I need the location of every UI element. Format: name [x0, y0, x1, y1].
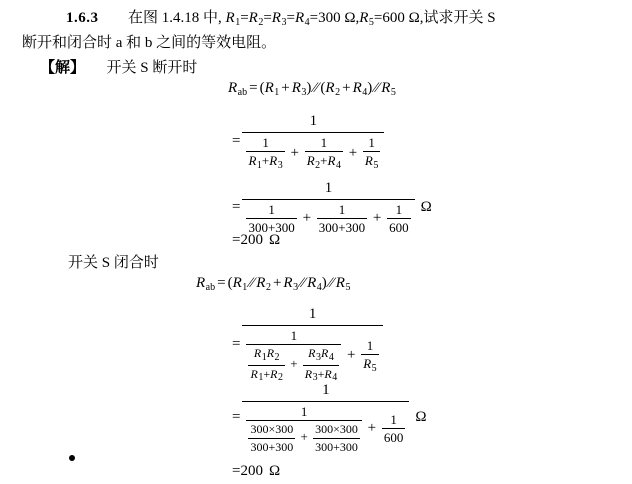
result-closed: 200	[240, 463, 263, 479]
problem-statement-line-2: 断开和闭合时 a 和 b 之间的等效电阻。	[22, 35, 277, 51]
result-open-unit: Ω	[268, 232, 281, 248]
equation-7: = 1 1 $\frac{300\times 300}{300+300}$ + $\frac{300\times 300}{300+300}$ + $\frac{1}{600}$ Ω	[232, 382, 427, 454]
statement-math-inline: $R_1=R_2=R_3=R_4=300$ $\Omega,R_5=600$ Ω,试求开关 S	[225, 10, 496, 28]
equation-2: = 1 $\frac{1}{R_1+R_3}$ + $\frac{1}{R_2+R_4}$ + $\frac{1}{R_5}$	[232, 112, 384, 172]
equation-5: $R_{ab} = (R_1$ ⁄⁄ $R_2 + R_3$ ⁄⁄ $R_4$) ⁄⁄ $R_5$	[196, 275, 351, 293]
equation-6: = 1 1 $\frac{R_1R_2}{R_1+R_2}$ + $\frac{R_3R_4}{R_3+R_4}$ + $\frac{1}{R_5}$	[232, 305, 383, 384]
case-open-label: 开关 S 断开时	[106, 60, 198, 76]
equation-1: $R_{ab} = (R_1 + R_3)$ ⁄⁄ $(R_2 + R_4)$ ⁄⁄ $R_5$	[228, 80, 396, 98]
case-closed-label: 开关 S 闭合时	[68, 255, 159, 271]
exercise-number: 1.6.3	[66, 10, 99, 26]
solution-label: 【解】	[40, 60, 86, 76]
equation-8: =200 Ω	[232, 463, 281, 479]
equation-3: = 1 $\frac{1}{300+300}$ + $\frac{1}{300+300}$ + $\frac{1}{600}$ Ω	[232, 180, 432, 236]
statement-text-prefix: 在图 1.4.18 中,	[128, 10, 222, 26]
equation-4: =200 Ω	[232, 232, 281, 248]
bullet-marker	[69, 455, 75, 461]
result-open: 200	[240, 232, 263, 248]
solution-header	[40, 56, 197, 81]
result-closed-unit: Ω	[268, 463, 281, 479]
